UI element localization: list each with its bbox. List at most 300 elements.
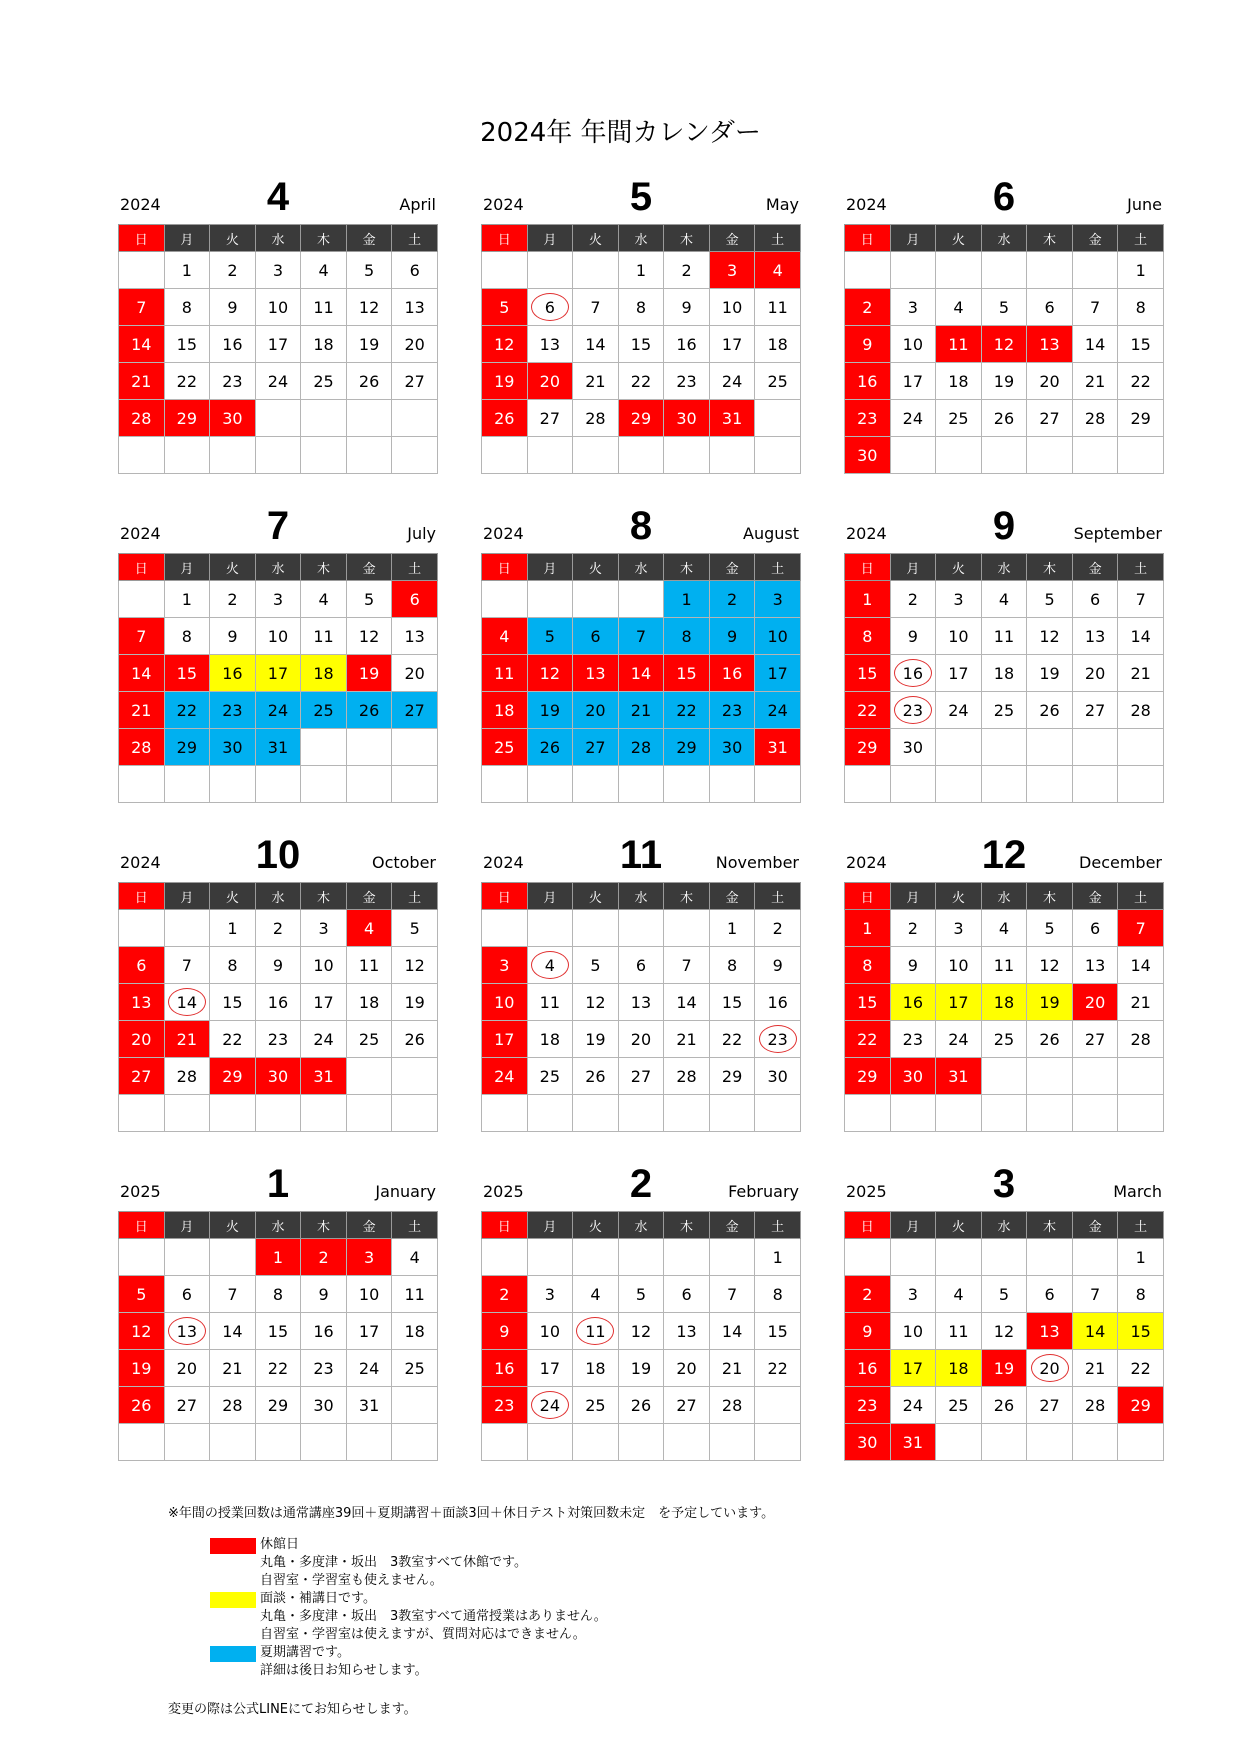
day-cell: 19 [1027,655,1073,692]
empty-cell [664,1095,710,1132]
weekday-header: 土 [1118,1212,1164,1239]
day-cell [755,1021,801,1058]
empty-cell [392,1424,438,1461]
day-cell: 2 [482,1276,528,1313]
day-cell: 26 [346,692,392,729]
week-row [845,910,1164,947]
weekday-header: 火 [936,554,982,581]
weekday-header: 火 [573,554,619,581]
week-row [482,1350,801,1387]
week-row [845,326,1164,363]
day-cell: 10 [482,984,528,1021]
month-number: 12 [981,833,1027,877]
weekday-header: 水 [618,883,664,910]
day-cell: 11 [301,618,347,655]
weekday-header: 月 [164,554,210,581]
day-cell [890,692,936,729]
month-calendar [844,1153,1164,1461]
day-cell: 20 [164,1350,210,1387]
month-table [118,224,438,474]
empty-cell [119,581,165,618]
month-table [118,553,438,803]
day-cell: 13 [573,655,619,692]
day-cell: 25 [392,1350,438,1387]
day-cell: 31 [936,1058,982,1095]
empty-cell [346,766,392,803]
year-label: 2024 [120,853,161,872]
day-cell: 30 [709,729,755,766]
day-cell: 10 [755,618,801,655]
weekday-header: 土 [755,1212,801,1239]
day-cell: 27 [1027,1387,1073,1424]
day-cell: 18 [482,692,528,729]
day-cell: 15 [618,326,664,363]
day-cell: 29 [210,1058,256,1095]
empty-cell [664,766,710,803]
day-cell: 3 [255,581,301,618]
empty-cell [890,437,936,474]
day-cell: 5 [392,910,438,947]
day-cell: 15 [1118,1313,1164,1350]
day-cell: 18 [936,363,982,400]
legend-interview [210,1590,607,1644]
day-cell: 11 [755,289,801,326]
weekday-header: 金 [1072,554,1118,581]
day-cell: 12 [346,289,392,326]
year-label: 2024 [120,195,161,214]
empty-cell [346,1058,392,1095]
day-cell: 9 [664,289,710,326]
week-row [845,289,1164,326]
circled-date: 20 [1031,1354,1069,1382]
day-cell: 19 [981,1350,1027,1387]
day-cell: 25 [981,692,1027,729]
empty-cell [527,1095,573,1132]
day-cell: 19 [346,326,392,363]
day-cell: 13 [1072,618,1118,655]
day-cell: 8 [845,947,891,984]
day-cell: 16 [301,1313,347,1350]
day-cell: 22 [164,363,210,400]
week-row [119,1313,438,1350]
week-row [119,984,438,1021]
weekday-header: 木 [1027,225,1073,252]
day-cell: 16 [664,326,710,363]
day-cell: 8 [1118,1276,1164,1313]
empty-cell [618,766,664,803]
day-cell: 25 [301,363,347,400]
month-table [118,882,438,1132]
weekday-header: 金 [1072,883,1118,910]
empty-cell [527,437,573,474]
empty-cell [1118,1095,1164,1132]
weekday-header: 木 [664,225,710,252]
weekday-header: 火 [936,225,982,252]
weekday-header: 月 [164,883,210,910]
month-number: 8 [629,504,653,548]
month-name: February [728,1182,799,1201]
day-cell: 15 [755,1313,801,1350]
day-cell [573,1313,619,1350]
day-cell: 16 [755,984,801,1021]
day-cell: 22 [755,1350,801,1387]
day-cell: 23 [709,692,755,729]
day-cell: 13 [527,326,573,363]
day-cell: 5 [346,252,392,289]
day-cell: 22 [255,1350,301,1387]
day-cell: 4 [981,910,1027,947]
weekday-header: 金 [346,554,392,581]
day-cell: 24 [255,363,301,400]
weekday-header: 日 [119,883,165,910]
day-cell: 21 [1072,1350,1118,1387]
day-cell: 16 [845,1350,891,1387]
circled-date: 23 [894,696,932,724]
empty-cell [346,400,392,437]
empty-cell [936,729,982,766]
day-cell: 24 [346,1350,392,1387]
weekday-header: 日 [845,554,891,581]
day-cell: 21 [709,1350,755,1387]
day-cell: 8 [755,1276,801,1313]
day-cell: 11 [936,326,982,363]
weekday-header: 土 [755,554,801,581]
weekday-header: 金 [1072,1212,1118,1239]
circled-date: 11 [576,1317,614,1345]
empty-cell [346,437,392,474]
weekday-header: 日 [482,1212,528,1239]
week-row [482,1424,801,1461]
week-row [119,363,438,400]
day-cell: 21 [119,692,165,729]
empty-cell [1072,252,1118,289]
day-cell: 17 [936,984,982,1021]
day-cell: 26 [981,400,1027,437]
empty-cell [936,1424,982,1461]
day-cell: 12 [981,1313,1027,1350]
day-cell: 29 [255,1387,301,1424]
day-cell: 31 [709,400,755,437]
week-row [119,1424,438,1461]
day-cell: 8 [664,618,710,655]
day-cell: 20 [119,1021,165,1058]
empty-cell [1118,1424,1164,1461]
day-cell: 19 [527,692,573,729]
day-cell: 30 [845,437,891,474]
empty-cell [1072,729,1118,766]
year-label: 2024 [120,524,161,543]
day-cell: 21 [664,1021,710,1058]
empty-cell [346,1095,392,1132]
week-row [119,289,438,326]
year-label: 2024 [483,853,524,872]
weekday-header: 日 [482,883,528,910]
day-cell: 27 [1072,1021,1118,1058]
week-row [482,729,801,766]
day-cell: 27 [664,1387,710,1424]
week-row [845,1313,1164,1350]
empty-cell [845,1239,891,1276]
day-cell: 10 [890,1313,936,1350]
day-cell: 30 [664,400,710,437]
empty-cell [1027,437,1073,474]
day-cell: 3 [936,581,982,618]
day-cell: 2 [210,252,256,289]
day-cell: 17 [482,1021,528,1058]
week-row [845,1276,1164,1313]
day-cell: 8 [845,618,891,655]
week-row [119,1387,438,1424]
day-cell: 30 [301,1387,347,1424]
empty-cell [527,1424,573,1461]
day-cell: 28 [119,729,165,766]
empty-cell [301,1095,347,1132]
empty-cell [936,252,982,289]
weekday-header: 木 [664,883,710,910]
day-cell: 22 [210,1021,256,1058]
week-row [482,581,801,618]
day-cell: 4 [755,252,801,289]
day-cell: 16 [845,363,891,400]
day-cell: 14 [210,1313,256,1350]
day-cell: 2 [845,1276,891,1313]
day-cell: 15 [845,655,891,692]
day-cell: 30 [755,1058,801,1095]
day-cell: 1 [664,581,710,618]
day-cell: 11 [936,1313,982,1350]
day-cell: 8 [618,289,664,326]
day-cell: 15 [164,655,210,692]
day-cell: 29 [1118,1387,1164,1424]
day-cell: 6 [164,1276,210,1313]
weekday-header: 土 [392,883,438,910]
day-cell: 5 [1027,581,1073,618]
empty-cell [392,437,438,474]
day-cell: 27 [618,1058,664,1095]
empty-cell [392,766,438,803]
empty-cell [482,1239,528,1276]
day-cell: 10 [890,326,936,363]
empty-cell [845,766,891,803]
month-calendar [118,1153,438,1461]
week-row [119,1350,438,1387]
day-cell: 3 [936,910,982,947]
day-cell: 12 [527,655,573,692]
day-cell: 3 [890,1276,936,1313]
empty-cell [1072,1424,1118,1461]
day-cell: 28 [709,1387,755,1424]
day-cell: 28 [573,400,619,437]
circled-date: 24 [531,1391,569,1419]
day-cell: 22 [664,692,710,729]
empty-cell [981,729,1027,766]
month-number: 11 [619,833,663,877]
page-title: 2024年 年間カレンダー [480,118,761,148]
day-cell: 9 [255,947,301,984]
empty-cell [210,437,256,474]
day-cell: 11 [527,984,573,1021]
day-cell: 6 [1072,581,1118,618]
weekday-header: 火 [573,1212,619,1239]
day-cell: 22 [845,1021,891,1058]
day-cell: 1 [709,910,755,947]
day-cell: 23 [255,1021,301,1058]
day-cell: 4 [301,581,347,618]
month-calendar [118,166,438,474]
week-row [119,1021,438,1058]
weekday-header: 火 [936,883,982,910]
day-cell: 12 [346,618,392,655]
weekday-header: 水 [255,225,301,252]
empty-cell [119,910,165,947]
empty-cell [618,1424,664,1461]
year-label: 2025 [846,1182,887,1201]
day-cell: 2 [890,910,936,947]
day-cell: 1 [618,252,664,289]
empty-cell [119,1095,165,1132]
day-cell: 31 [255,729,301,766]
weekday-header: 月 [890,225,936,252]
day-cell: 6 [1027,1276,1073,1313]
day-cell: 12 [573,984,619,1021]
day-cell: 21 [1118,655,1164,692]
day-cell: 13 [1027,1313,1073,1350]
day-cell: 6 [1027,289,1073,326]
empty-cell [527,252,573,289]
interview-swatch [210,1592,256,1608]
weekday-header: 土 [392,554,438,581]
month-name: November [715,853,799,872]
day-cell: 13 [664,1313,710,1350]
day-cell: 2 [255,910,301,947]
legend-text: 休館日 [260,1537,300,1552]
month-header [844,166,1164,224]
day-cell: 2 [210,581,256,618]
day-cell: 9 [755,947,801,984]
day-cell: 2 [709,581,755,618]
empty-cell [392,400,438,437]
empty-cell [1118,437,1164,474]
day-cell: 2 [845,289,891,326]
day-cell: 10 [709,289,755,326]
weekday-header: 水 [618,225,664,252]
month-header [844,495,1164,553]
empty-cell [664,1424,710,1461]
day-cell: 28 [164,1058,210,1095]
weekday-header: 火 [210,225,256,252]
day-cell: 25 [936,400,982,437]
week-row [482,363,801,400]
day-cell [164,1313,210,1350]
day-cell: 24 [301,1021,347,1058]
empty-cell [1027,729,1073,766]
month-name: December [1079,853,1162,872]
day-cell: 5 [346,581,392,618]
day-cell: 16 [482,1350,528,1387]
day-cell: 26 [981,1387,1027,1424]
week-row [845,437,1164,474]
month-number: 2 [629,1162,653,1206]
day-cell: 10 [301,947,347,984]
day-cell: 16 [210,655,256,692]
day-cell: 26 [573,1058,619,1095]
month-calendar [118,824,438,1132]
day-cell: 4 [346,910,392,947]
day-cell: 20 [392,655,438,692]
day-cell: 5 [119,1276,165,1313]
week-row [482,655,801,692]
day-cell: 16 [210,326,256,363]
empty-cell [573,1239,619,1276]
day-cell: 19 [573,1021,619,1058]
day-cell: 8 [709,947,755,984]
empty-cell [164,1095,210,1132]
day-cell: 1 [1118,1239,1164,1276]
empty-cell [981,437,1027,474]
week-row [119,252,438,289]
day-cell [164,984,210,1021]
day-cell: 24 [755,692,801,729]
day-cell: 7 [210,1276,256,1313]
week-row [482,252,801,289]
day-cell: 31 [755,729,801,766]
weekday-header: 木 [301,554,347,581]
weekday-header: 水 [618,554,664,581]
day-cell: 12 [482,326,528,363]
day-cell: 29 [164,400,210,437]
month-header [844,824,1164,882]
weekday-header: 日 [482,554,528,581]
month-name: March [1113,1182,1162,1201]
day-cell: 17 [255,326,301,363]
week-row [482,1095,801,1132]
day-cell: 29 [709,1058,755,1095]
day-cell: 14 [1072,326,1118,363]
empty-cell [664,910,710,947]
day-cell: 31 [301,1058,347,1095]
year-label: 2024 [846,853,887,872]
day-cell: 30 [890,729,936,766]
day-cell: 21 [210,1350,256,1387]
empty-cell [573,910,619,947]
empty-cell [392,1095,438,1132]
day-cell: 7 [664,947,710,984]
week-row [119,618,438,655]
day-cell: 27 [573,729,619,766]
empty-cell [755,1387,801,1424]
empty-cell [981,1424,1027,1461]
day-cell: 23 [845,1387,891,1424]
week-row [482,400,801,437]
empty-cell [981,1239,1027,1276]
month-calendar [481,166,801,474]
weekday-header: 水 [618,1212,664,1239]
day-cell: 25 [346,1021,392,1058]
legend-text: 面談・補講日です。 [260,1591,376,1606]
week-row [482,1058,801,1095]
empty-cell [890,766,936,803]
empty-cell [119,766,165,803]
empty-cell [1027,766,1073,803]
empty-cell [255,400,301,437]
empty-cell [210,1424,256,1461]
weekday-header: 水 [981,554,1027,581]
day-cell: 3 [482,947,528,984]
empty-cell [755,400,801,437]
weekday-header: 木 [1027,883,1073,910]
day-cell: 11 [392,1276,438,1313]
week-row [845,1095,1164,1132]
